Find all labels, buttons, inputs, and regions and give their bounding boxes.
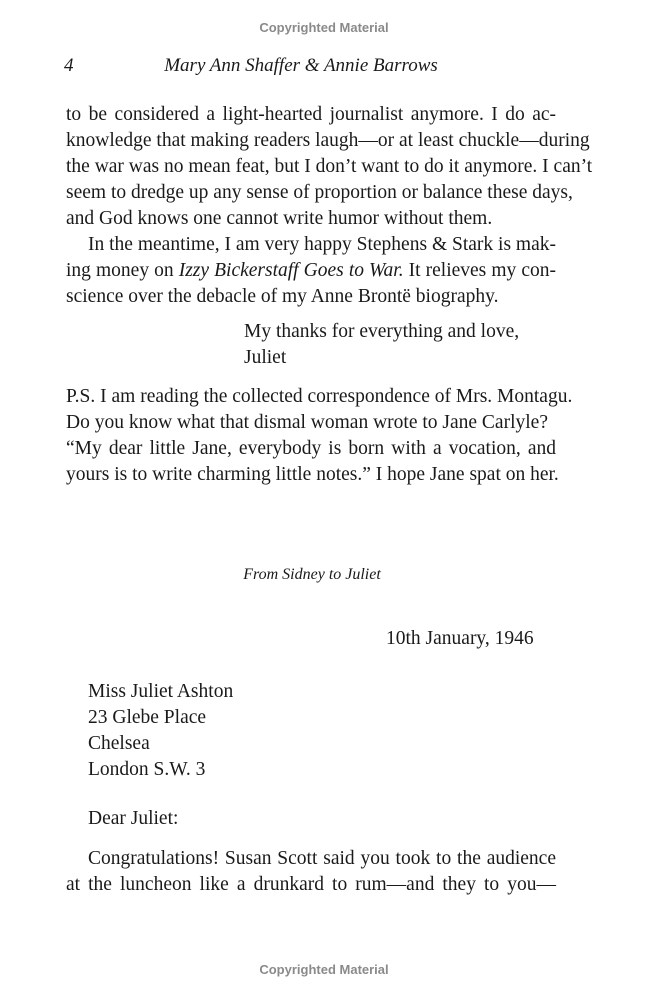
text-line: science over the debacle of my Anne Brontë biography. — [66, 286, 499, 307]
text-line: “My dear little Jane, everybody is born with a vocation, and — [66, 438, 556, 459]
address-line: 23 Glebe Place — [88, 707, 207, 728]
signature-name: Juliet — [244, 347, 287, 368]
text-line: at the luncheon like a drunkard to rum—and they to you— — [66, 874, 556, 895]
text-fragment: ing money on — [66, 260, 179, 281]
page-number: 4 — [64, 55, 74, 76]
page-header — [0, 55, 648, 81]
closing-line: My thanks for everything and love, — [244, 321, 520, 342]
address-line: Chelsea — [88, 733, 150, 754]
book-title: Izzy Bickerstaff Goes to War. — [178, 260, 404, 281]
copyright-watermark-top: Copyrighted Material — [259, 20, 389, 35]
letter-heading: From Sidney to Juliet — [243, 566, 381, 583]
text-line: and God knows one cannot write humor without them. — [66, 208, 493, 229]
address-line: London S.W. 3 — [88, 759, 206, 780]
text-line: In the meantime, I am very happy Stephens & Stark is mak- — [88, 234, 556, 255]
text-line: the war was no mean feat, but I don’t want to do it anymore. I can’t — [66, 156, 593, 177]
text-line: P.S. I am reading the collected correspondence of Mrs. Montagu. — [66, 386, 573, 407]
text-line: seem to dredge up any sense of proportion or balance these days, — [66, 182, 573, 203]
running-head: Mary Ann Shaffer & Annie Barrows — [164, 55, 438, 76]
text-line — [66, 258, 556, 284]
text-line: yours is to write charming little notes.” I hope Jane spat on her. — [66, 464, 559, 485]
letter-body-paragraph — [66, 846, 556, 898]
text-line: Congratulations! Susan Scott said you took to the audience — [88, 848, 556, 869]
text-line: to be considered a light-hearted journalist anymore. I do ac- — [66, 104, 556, 125]
text-line: Do you know what that dismal woman wrote to Jane Carlyle? — [66, 412, 548, 433]
salutation: Dear Juliet: — [88, 808, 179, 829]
copyright-watermark-bottom: Copyrighted Material — [259, 962, 389, 977]
paragraph-meantime — [66, 232, 556, 310]
address-line: Miss Juliet Ashton — [88, 681, 234, 702]
address-block — [88, 679, 233, 783]
letter-date: 10th January, 1946 — [386, 628, 534, 649]
continuation-paragraph — [66, 102, 593, 232]
text-line: knowledge that making readers laugh—or at least chuckle—during — [66, 130, 590, 151]
text-fragment: It relieves my con- — [403, 260, 556, 281]
signoff — [244, 319, 519, 371]
postscript — [66, 384, 573, 488]
